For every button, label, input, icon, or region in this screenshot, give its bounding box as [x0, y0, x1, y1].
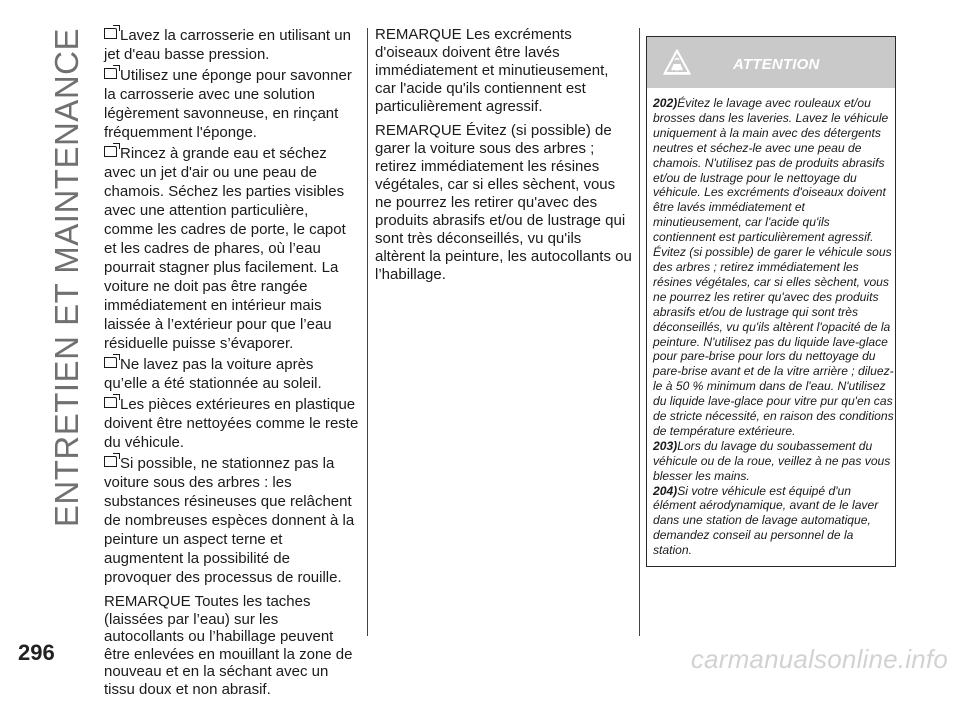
warning-item: 204)Si votre véhicule est équipé d'un élément aérodynamique, avant de le laver dans une station de lavage automatique, demandez conseil au personnel de la station.: [653, 483, 879, 558]
body-paragraph: REMARQUE Évitez (si possible) de garer la voiture sous des arbres ; retirez immédiatement les résines végétales, car si elles sèchent, vous ne pourrez les retirer qu'avec des produits abrasifs et/ou de lustrage qui sont très déconseillés, vu qu'ils altèrent la peinture, les autocollants ou l’habillage.: [375, 122, 632, 283]
warning-item: 203)Lors du lavage du soubassement du véhicule ou de la roue, veillez à ne pas vous blesser les mains.: [653, 438, 891, 483]
page-number: 296: [18, 640, 55, 665]
section-title-vertical: ENTRETIEN ET MAINTENANCE: [48, 28, 85, 528]
bullet-item: Les pièces extérieures en plastique doivent être nettoyées comme le reste du véhicule.: [104, 396, 359, 451]
bullet-square-icon: [104, 146, 117, 157]
bullet-item: Utilisez une éponge pour savonner la carrosserie avec une solution légèrement savonneuse, en rinçant fréquemment l'éponge.: [104, 67, 352, 141]
remark-paragraph: REMARQUE Les excréments d'oiseaux doivent être lavés immédiatement et minutieusement, car l'acide qu'ils contiennent est particulièrement agressif.: [375, 26, 609, 115]
column-divider-2: [639, 28, 640, 636]
bullet-item: Lavez la carrosserie en utilisant un jet d'eau basse pression.: [104, 27, 351, 63]
remark-paragraph: REMARQUE Toutes les taches (laissées par l’eau) sur les autocollants ou l’habillage peuvent être enlevées en mouillant la zone de nouveau et en la séchant avec un tissu doux et non abrasif.: [104, 593, 353, 698]
bullet-item: Si possible, ne stationnez pas la voiture sous des arbres : les substances résineuses que relâchent de nombreuses espèces donnent à la peinture un aspect terne et augmentent la possibilité de provoquer des processus de rouille.: [104, 455, 355, 586]
warning-title: ATTENTION: [733, 56, 820, 73]
bullet-square-icon: [104, 68, 117, 79]
bullet-item: Rincez à grande eau et séchez avec un jet d'air ou une peau de chamois. Séchez les parties visibles avec une attention particulière, comme les cadres de porte, le capot et les cadres de phares, où l’eau pourrait stagner plus facilement. La voiture ne doit pas être rangée immédiatement en intérieur mais laissée à l’extérieur pour que l’eau résiduelle puisse s’évaporer.: [104, 145, 346, 352]
bullet-square-icon: [104, 28, 117, 39]
warning-triangle-car-icon: [663, 49, 691, 75]
middle-column: [375, 26, 633, 288]
column-divider-1: [367, 28, 368, 636]
bullet-square-icon: [104, 357, 117, 368]
bullet-square-icon: [104, 397, 117, 408]
warning-body: [647, 88, 895, 558]
warning-item: 202)Évitez le lavage avec rouleaux et/ou brosses dans les laveries. Lavez le véhicule uniquement à la main avec des détergents neutres et séchez-le avec une peau de chamois. N'utilisez pas de produits abrasifs et/ou de lustrage pour le nettoyage du véhicule. Les excréments d'oiseaux doivent être lavés immédiatement et minutieusement, car l'acide qu'ils contiennent est particulièrement agressif. Évitez (si possible) de garer le véhicule sous des arbres ; retirez immédiatement les résines végétales, car si elles sèchent, vous ne pourrez les retirer qu'avec des produits abrasifs et/ou de lustrage qui sont très déconseillés, vu qu'ils altèrent l'opacité de la peinture. N'utilisez pas du liquide lave-glace pour pare-brise pour lors du nettoyage du pare-brise avant et de la vitre arrière ; diluez-le à 50 % minimum dans de l'eau. N'utilisez du liquide lave-glace pour vitre pur qu'en cas de stricte nécessité, en raison des conditions de température extérieure.: [653, 96, 894, 438]
warning-header: [647, 37, 895, 88]
warning-box: [646, 36, 896, 567]
watermark: carmanualsonline.info: [690, 644, 948, 674]
left-column: [104, 26, 360, 702]
bullet-square-icon: [104, 456, 117, 467]
bullet-item: Ne lavez pas la voiture après qu’elle a été stationnée au soleil.: [104, 356, 322, 392]
